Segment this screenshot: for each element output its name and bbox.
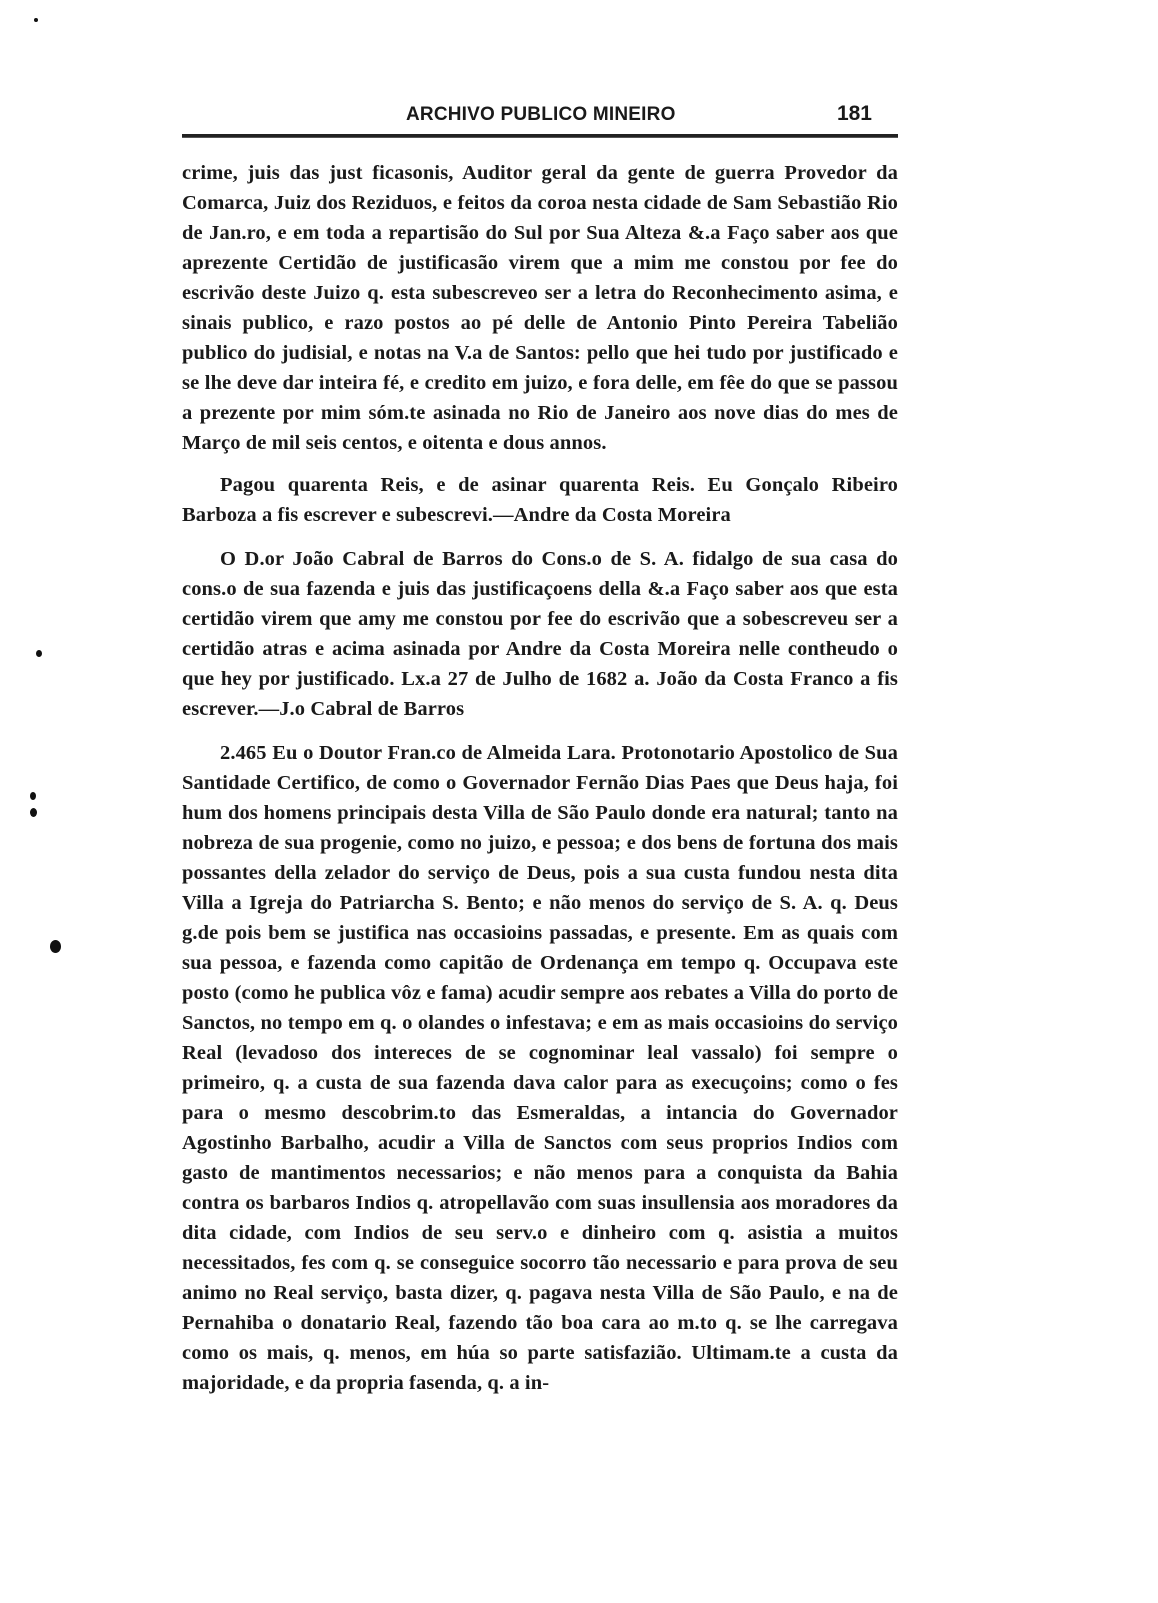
scan-speck [30, 808, 37, 817]
paragraph-pagou: Pagou quarenta Reis, e de asinar quarenta Reis. Eu Gonçalo Ribeiro Barboza a fis escrever e subescrevi.—Andre da Costa Moreira [182, 474, 898, 526]
body-text [182, 158, 898, 1410]
paragraph-2465: 2.465 Eu o Doutor Fran.co de Almeida Lara. Protonotario Apostolico de Sua Santidade Certifico, de como o Governador Fernão Dias Paes que Deus haja, foi hum dos homens principais desta Villa de São Paulo donde era natural; tanto na nobreza de sua progenie, como no juizo, e pessoa; e dos bens de fortuna dos mais possantes della zelador do serviço de Deus, pois a sua custa fundou nesta dita Villa a Igreja do Patriarcha S. Bento; e não menos do serviço de S. A. q. Deus g.de pois bem se justifica nas occasioins passadas, e presente. Em as quais com sua pessoa, e fazenda como capitão de Ordenança em tempo q. Occupava este posto (como he publica vôz e fama) acudir sempre aos rebates a Villa do porto de Sanctos, no tempo em q. o olandes o infestava; e em as mais occasioins do serviço Real (levadoso dos intereces de se cognominar leal vassalo) foi sempre o primeiro, q. a custa de sua fazenda dava calor para as execuçoins; como o fes para o mesmo descobrim.to das Esmeraldas, a intancia do Governador Agostinho Barbalho, acudir a Villa de Sanctos com seus proprios Indios com gasto de mantimentos necessarios; e não menos para a conquista da Bahia contra os barbaros Indios q. atropellavão com suas insullensia aos moradores da dita cidade, com Indios de seu serv.o e dinheiro com q. asistia a muitos necessitados, fes com q. se conseguice socorro tão necessario e para prova de seu animo no Real serviço, basta dizer, q. pagava nesta Villa de São Paulo, e na de Pernahiba o donatario Real, fazendo tão boa cara ao m.to q. se lhe carregava como os mais, q. menos, em húa so parte satisfazião. Ultimam.te a custa da majoridade, e da propria fasenda, q. a in- [182, 742, 898, 1394]
running-title: ARCHIVO PUBLICO MINEIRO [406, 104, 676, 125]
scan-speck [30, 792, 36, 800]
scan-speck [34, 18, 38, 22]
paragraph-certidao-rio: crime, juis das just ficasonis, Auditor geral da gente de guerra Provedor da Comarca, Juiz dos Reziduos, e feitos da coroa nesta cidade de Sam Sebastião Rio de Jan.ro, e em toda a repartisão do Sul por Sua Alteza &.a Faço saber aos que aprezente Certidão de justificasão virem que a mim me constou por fee do escrivão deste Juizo q. esta subescreveo ser a letra do Reconhecimento asima, e sinais publico, e razo postos ao pé delle de Antonio Pinto Pereira Tabelião publico do judisial, e notas na V.a de Santos: pello que hei tudo por justificado e se lhe deve dar inteira fé, e credito em juizo, e fora delle, em fêe do que se passou a prezente por mim sóm.te asinada no Rio de Janeiro aos nove dias do mes de Março de mil seis centos, e oitenta e dous annos. [182, 162, 898, 454]
page-number: 181 [836, 102, 872, 125]
page-header [184, 104, 898, 134]
scan-speck [36, 650, 42, 657]
header-rule [182, 134, 898, 138]
paragraph-joao-cabral: O D.or João Cabral de Barros do Cons.o de S. A. fidalgo de sua casa do cons.o de sua fazenda e juis das justificaçoens della &.a Faço saber aos que esta certidão virem que amy me constou por fee do escrivão que a sobescreveu ser a certidão atras e acima asinada por Andre da Costa Moreira nelle contheudo o que hey por justificado. Lx.a 27 de Julho de 1682 a. João da Costa Franco a fis escrever.—J.o Cabral de Barros [182, 548, 898, 720]
scan-speck [50, 940, 61, 953]
